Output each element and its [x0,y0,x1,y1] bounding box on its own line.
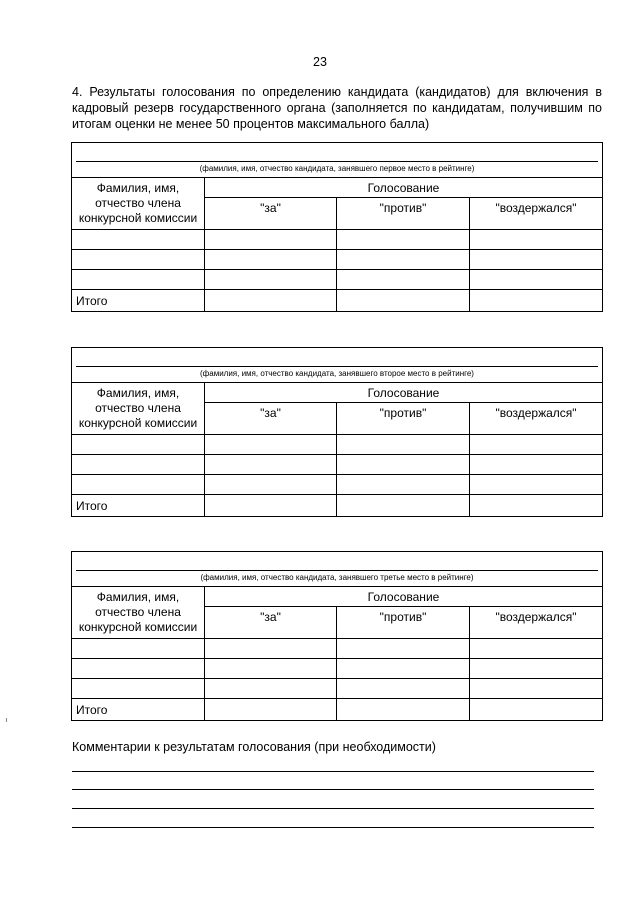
voting-header: Голосование [205,383,603,403]
member-cell[interactable] [72,435,205,455]
against-cell[interactable] [337,679,470,699]
table-row [72,435,603,455]
option-abstain-header: "воздержался" [470,198,603,230]
candidate-name-field[interactable] [72,552,603,587]
section-heading-line: итогам оценки не менее 50 процентов максимального балла) [72,117,430,131]
table-row [72,475,603,495]
option-for-header: "за" [205,198,337,230]
voting-table-second-place [71,347,603,517]
against-cell[interactable] [337,455,470,475]
abstain-cell[interactable] [470,455,603,475]
option-abstain-header: "воздержался" [470,607,603,639]
for-cell[interactable] [205,250,337,270]
candidate-caption: (фамилия, имя, отчество кандидата, занявшего второе место в рейтинге) [200,369,474,378]
total-against-cell[interactable] [337,699,470,721]
candidate-name-line [76,161,598,162]
page-number: 23 [313,55,327,69]
against-cell[interactable] [337,639,470,659]
abstain-cell[interactable] [470,475,603,495]
against-cell[interactable] [337,270,470,290]
for-cell[interactable] [205,455,337,475]
member-cell[interactable] [72,230,205,250]
candidate-caption: (фамилия, имя, отчество кандидата, занявшего первое место в рейтинге) [199,164,475,173]
abstain-cell[interactable] [470,230,603,250]
total-against-cell[interactable] [337,495,470,517]
for-cell[interactable] [205,435,337,455]
total-label: Итого [72,699,205,721]
voting-header: Голосование [205,587,603,607]
member-cell[interactable] [72,455,205,475]
candidate-name-field[interactable] [72,348,603,383]
total-abstain-cell[interactable] [470,699,603,721]
member-cell[interactable] [72,475,205,495]
candidate-caption: (фамилия, имя, отчество кандидата, занявшего третье место в рейтинге) [200,573,474,582]
comment-line[interactable] [72,827,594,828]
total-row [72,495,603,517]
option-against-header: "против" [337,403,470,435]
total-abstain-cell[interactable] [470,290,603,312]
comment-line[interactable] [72,789,594,790]
member-cell[interactable] [72,679,205,699]
abstain-cell[interactable] [470,679,603,699]
member-column-header: Фамилия, имя, отчество члена конкурсной комиссии [72,178,205,230]
comment-line[interactable] [72,771,594,772]
section-heading-line: кадровый резерв государственного органа (заполняется по кандидатам, получившим по [72,101,602,115]
abstain-cell[interactable] [470,435,603,455]
for-cell[interactable] [205,270,337,290]
total-for-cell[interactable] [205,495,337,517]
option-against-header: "против" [337,607,470,639]
total-label: Итого [72,290,205,312]
candidate-name-line [76,570,598,571]
abstain-cell[interactable] [470,659,603,679]
voting-table-third-place [71,551,603,721]
table-row [72,455,603,475]
option-for-header: "за" [205,403,337,435]
total-row [72,699,603,721]
abstain-cell[interactable] [470,250,603,270]
member-cell[interactable] [72,250,205,270]
margin-mark [6,718,7,722]
candidate-name-field[interactable] [72,143,603,178]
against-cell[interactable] [337,659,470,679]
section-heading [72,84,602,132]
table-row [72,679,603,699]
against-cell[interactable] [337,230,470,250]
member-cell[interactable] [72,659,205,679]
table-row [72,639,603,659]
for-cell[interactable] [205,679,337,699]
for-cell[interactable] [205,230,337,250]
voting-header: Голосование [205,178,603,198]
option-abstain-header: "воздержался" [470,403,603,435]
candidate-name-line [76,366,598,367]
against-cell[interactable] [337,250,470,270]
abstain-cell[interactable] [470,639,603,659]
total-label: Итого [72,495,205,517]
table-row [72,270,603,290]
for-cell[interactable] [205,639,337,659]
comment-line[interactable] [72,808,594,809]
for-cell[interactable] [205,475,337,495]
option-for-header: "за" [205,607,337,639]
against-cell[interactable] [337,475,470,495]
table-row [72,230,603,250]
member-cell[interactable] [72,270,205,290]
abstain-cell[interactable] [470,270,603,290]
table-row [72,659,603,679]
member-column-header: Фамилия, имя, отчество члена конкурсной комиссии [72,383,205,435]
total-for-cell[interactable] [205,290,337,312]
total-for-cell[interactable] [205,699,337,721]
for-cell[interactable] [205,659,337,679]
table-row [72,250,603,270]
member-column-header: Фамилия, имя, отчество члена конкурсной комиссии [72,587,205,639]
member-cell[interactable] [72,639,205,659]
comments-title: Комментарии к результатам голосования (при необходимости) [72,740,436,754]
total-against-cell[interactable] [337,290,470,312]
against-cell[interactable] [337,435,470,455]
section-heading-line: 4. Результаты голосования по определению кандидата (кандидатов) для включения в [72,85,602,99]
total-abstain-cell[interactable] [470,495,603,517]
voting-table-first-place [71,142,603,312]
option-against-header: "против" [337,198,470,230]
total-row [72,290,603,312]
